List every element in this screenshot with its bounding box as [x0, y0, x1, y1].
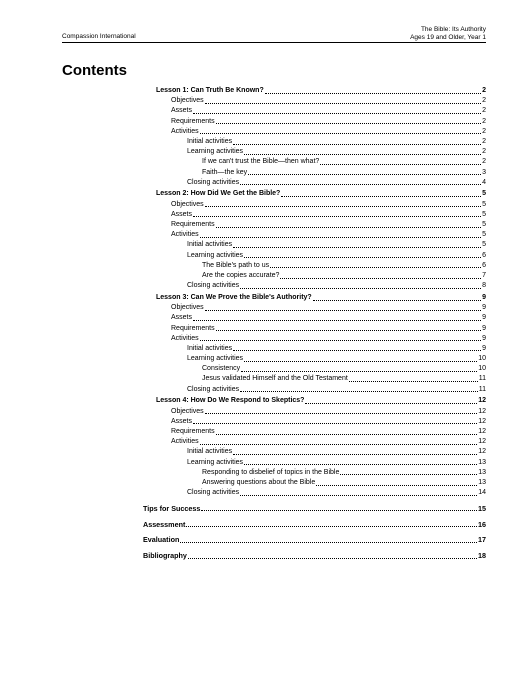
toc-entry-label: Closing activities [187, 489, 240, 497]
toc-entry[interactable] [156, 478, 486, 488]
toc-entry-page-number: 12 [478, 448, 486, 456]
toc-entry[interactable] [156, 240, 486, 250]
toc-entry-label: Assets [171, 314, 193, 322]
toc-entry-page-number: 5 [482, 210, 486, 218]
toc-entry-label: Learning activities [187, 251, 244, 259]
toc-entry[interactable] [156, 210, 486, 220]
toc-entry-page-number: 15 [478, 503, 486, 513]
toc-entry-page-number: 13 [478, 458, 486, 466]
toc-entry[interactable] [156, 261, 486, 271]
toc-entry-page-number: 5 [482, 200, 486, 208]
dot-leader [313, 294, 481, 301]
toc-entry[interactable] [156, 344, 486, 354]
dot-leader [193, 417, 477, 424]
toc-entry-page-number: 2 [482, 127, 486, 135]
toc-entry-page-number: 9 [482, 344, 486, 352]
dot-leader [216, 428, 478, 435]
toc-entry-major[interactable] [143, 520, 486, 530]
dot-leader [205, 304, 481, 311]
toc-entry-label: Assessment [143, 519, 186, 529]
toc-entry[interactable] [156, 385, 486, 395]
toc-entry-label: Learning activities [187, 355, 244, 363]
toc-entry[interactable] [156, 200, 486, 210]
toc-entry-page-number: 9 [482, 324, 486, 332]
dot-leader [193, 210, 481, 217]
toc-entry-label: Assets [171, 210, 193, 218]
dot-leader [233, 448, 477, 455]
dot-leader [180, 536, 477, 543]
dot-leader [305, 397, 477, 404]
dot-leader [216, 221, 482, 228]
toc-entry[interactable] [156, 458, 486, 468]
dot-leader [244, 458, 477, 465]
toc-entry[interactable] [156, 230, 486, 240]
toc-entry-label: Assets [171, 107, 193, 115]
toc-entry-label: The Bible's path to us [202, 261, 270, 269]
dot-leader [200, 438, 478, 445]
toc-entry-page-number: 12 [478, 438, 486, 446]
toc-entry[interactable] [156, 106, 486, 116]
toc-entry[interactable] [156, 427, 486, 437]
toc-entry-page-number: 14 [478, 489, 486, 497]
dot-leader [200, 127, 481, 134]
toc-entry-label: Lesson 4: How Do We Respond to Skeptics? [156, 397, 305, 405]
toc-entry[interactable] [156, 168, 486, 178]
dot-leader [240, 282, 481, 289]
toc-entry-label: Jesus validated Himself and the Old Testament [202, 375, 348, 383]
toc-entry-label: Learning activities [187, 458, 244, 466]
toc-entry-page-number: 2 [482, 158, 486, 166]
dot-leader [216, 117, 482, 124]
toc-entry-label: Requirements [171, 427, 215, 435]
toc-entry-label: Answering questions about the Bible [202, 478, 316, 486]
toc-entry-major[interactable] [156, 86, 486, 96]
toc-entry[interactable] [156, 157, 486, 167]
dot-leader [281, 190, 481, 197]
dot-leader [193, 314, 481, 321]
toc-entry-label: Closing activities [187, 385, 240, 393]
dot-leader [241, 365, 477, 372]
toc-entry-page-number: 9 [482, 304, 486, 312]
toc-entry-label: Consistency [202, 365, 241, 373]
toc-entry-major[interactable] [143, 504, 486, 514]
dot-leader [240, 178, 481, 185]
dot-leader [233, 138, 481, 145]
toc-entry[interactable] [156, 271, 486, 281]
toc-entry-label: Initial activities [187, 241, 233, 249]
header-organization: Compassion International [62, 32, 136, 40]
toc-entry-page-number: 3 [482, 168, 486, 176]
toc-entry-page-number: 10 [478, 365, 486, 373]
toc-entry-page-number: 12 [478, 407, 486, 415]
toc-entry-page-number: 5 [482, 231, 486, 239]
toc-entry[interactable] [156, 407, 486, 417]
toc-entry[interactable] [156, 127, 486, 137]
toc-entry-page-number: 10 [478, 355, 486, 363]
header-document-title: The Bible: Its Authority [420, 26, 486, 33]
dot-leader [240, 385, 478, 392]
dot-leader [188, 552, 477, 559]
dot-leader [270, 261, 481, 268]
toc-entry-page-number: 2 [482, 137, 486, 145]
toc-entry-label: Requirements [171, 324, 215, 332]
toc-entry[interactable] [156, 334, 486, 344]
toc-entry[interactable] [156, 488, 486, 498]
dot-leader [244, 355, 477, 362]
toc-entry-page-number: 16 [478, 519, 486, 529]
toc-entry-major[interactable] [143, 535, 486, 545]
toc-entry-page-number: 12 [478, 427, 486, 435]
toc-entry-page-number: 2 [482, 107, 486, 115]
dot-leader [244, 251, 481, 258]
toc-entry[interactable] [156, 354, 486, 364]
toc-entry-page-number: 8 [482, 282, 486, 290]
toc-entry-label: Assets [171, 417, 193, 425]
toc-entry-label: Bibliography [143, 551, 187, 561]
header-audience: Ages 19 and Older, Year 1 [410, 33, 486, 41]
toc-entry-label: Initial activities [187, 137, 233, 145]
toc-entry[interactable] [156, 324, 486, 334]
toc-entry-label: Are the copies accurate? [202, 271, 280, 279]
toc-entry[interactable] [156, 313, 486, 323]
toc-entry-page-number: 9 [482, 314, 486, 322]
toc-entry-label: Evaluation [143, 535, 180, 545]
toc-entry-page-number: 9 [482, 293, 486, 301]
toc-entry-label: Faith—the key [202, 168, 248, 176]
toc-entry[interactable] [156, 147, 486, 157]
dot-leader [200, 334, 481, 341]
dot-leader [186, 520, 477, 527]
toc-entry-label: If we can't trust the Bible—then what? [202, 158, 320, 166]
dot-leader [193, 107, 481, 114]
toc-entry[interactable] [156, 417, 486, 427]
toc-entry-page-number: 6 [482, 261, 486, 269]
toc-entry[interactable] [156, 468, 486, 478]
toc-entry-label: Closing activities [187, 282, 240, 290]
toc-entry-page-number: 2 [482, 97, 486, 105]
toc-entry-label: Lesson 3: Can We Prove the Bible's Authority? [156, 293, 312, 301]
toc-entry-major[interactable] [156, 189, 486, 199]
toc-entry-page-number: 18 [478, 551, 486, 561]
toc-entry[interactable] [156, 374, 486, 384]
dot-leader [233, 344, 481, 351]
dot-leader [200, 231, 481, 238]
toc-entry-page-number: 6 [482, 251, 486, 259]
header-document-info [410, 26, 486, 41]
toc-entry-label: Activities [171, 231, 199, 239]
table-of-contents [143, 86, 486, 561]
toc-entry-page-number: 5 [482, 190, 486, 198]
toc-entry-label: Closing activities [187, 178, 240, 186]
toc-entry-label: Lesson 2: How Did We Get the Bible? [156, 190, 281, 198]
toc-entry-major[interactable] [143, 551, 486, 561]
dot-leader [205, 200, 481, 207]
toc-entry-page-number: 11 [478, 385, 486, 393]
dot-leader [244, 148, 481, 155]
toc-entry-label: Responding to disbelief of topics in the Bible [202, 468, 340, 476]
toc-entry-page-number: 2 [482, 148, 486, 156]
toc-entry-label: Lesson 1: Can Truth Be Known? [156, 87, 264, 94]
toc-entry-label: Objectives [171, 304, 204, 312]
running-header [62, 26, 486, 43]
dot-leader [265, 87, 481, 94]
dot-leader [248, 168, 481, 175]
toc-entry-page-number: 12 [478, 397, 486, 405]
dot-leader [205, 407, 478, 414]
toc-entry[interactable] [156, 96, 486, 106]
toc-entry-label: Initial activities [187, 344, 233, 352]
toc-entry-major[interactable] [156, 396, 486, 406]
toc-entry[interactable] [156, 178, 486, 188]
toc-entry[interactable] [156, 303, 486, 313]
toc-entry[interactable] [156, 437, 486, 447]
page-title: Contents [62, 62, 127, 79]
toc-entry[interactable] [156, 117, 486, 127]
toc-entry-major[interactable] [156, 293, 486, 303]
toc-entry-page-number: 4 [482, 178, 486, 186]
toc-entry-page-number: 7 [482, 271, 486, 279]
toc-entry-label: Activities [171, 438, 199, 446]
toc-entry-label: Initial activities [187, 448, 233, 456]
toc-entry-label: Objectives [171, 407, 204, 415]
dot-leader [201, 504, 477, 511]
dot-leader [216, 324, 482, 331]
toc-entry-label: Objectives [171, 200, 204, 208]
dot-leader [340, 468, 477, 475]
toc-entry-page-number: 5 [482, 221, 486, 229]
toc-entry-page-number: 2 [482, 117, 486, 125]
toc-entry-page-number: 17 [478, 535, 486, 545]
dot-leader [233, 241, 481, 248]
toc-entry-page-number: 2 [482, 87, 486, 94]
toc-entry[interactable] [156, 220, 486, 230]
toc-entry[interactable] [156, 137, 486, 147]
toc-entry-label: Activities [171, 127, 199, 135]
dot-leader [205, 97, 481, 104]
toc-entry-label: Requirements [171, 221, 215, 229]
toc-entry[interactable] [156, 281, 486, 291]
dot-leader [349, 375, 478, 382]
toc-entry-label: Learning activities [187, 148, 244, 156]
toc-entry[interactable] [156, 447, 486, 457]
toc-entry[interactable] [156, 251, 486, 261]
dot-leader [280, 272, 481, 279]
toc-entry-label: Activities [171, 334, 199, 342]
dot-leader [316, 479, 477, 486]
toc-entry-page-number: 12 [478, 417, 486, 425]
toc-entry[interactable] [156, 364, 486, 374]
toc-entry-label: Tips for Success [143, 503, 201, 513]
toc-entry-page-number: 5 [482, 241, 486, 249]
toc-entry-page-number: 13 [478, 468, 486, 476]
toc-entry-label: Objectives [171, 97, 204, 105]
toc-entry-page-number: 13 [478, 478, 486, 486]
toc-entry-page-number: 9 [482, 334, 486, 342]
toc-entry-page-number: 11 [478, 375, 486, 383]
dot-leader [320, 158, 481, 165]
toc-entry-label: Requirements [171, 117, 215, 125]
dot-leader [240, 489, 477, 496]
